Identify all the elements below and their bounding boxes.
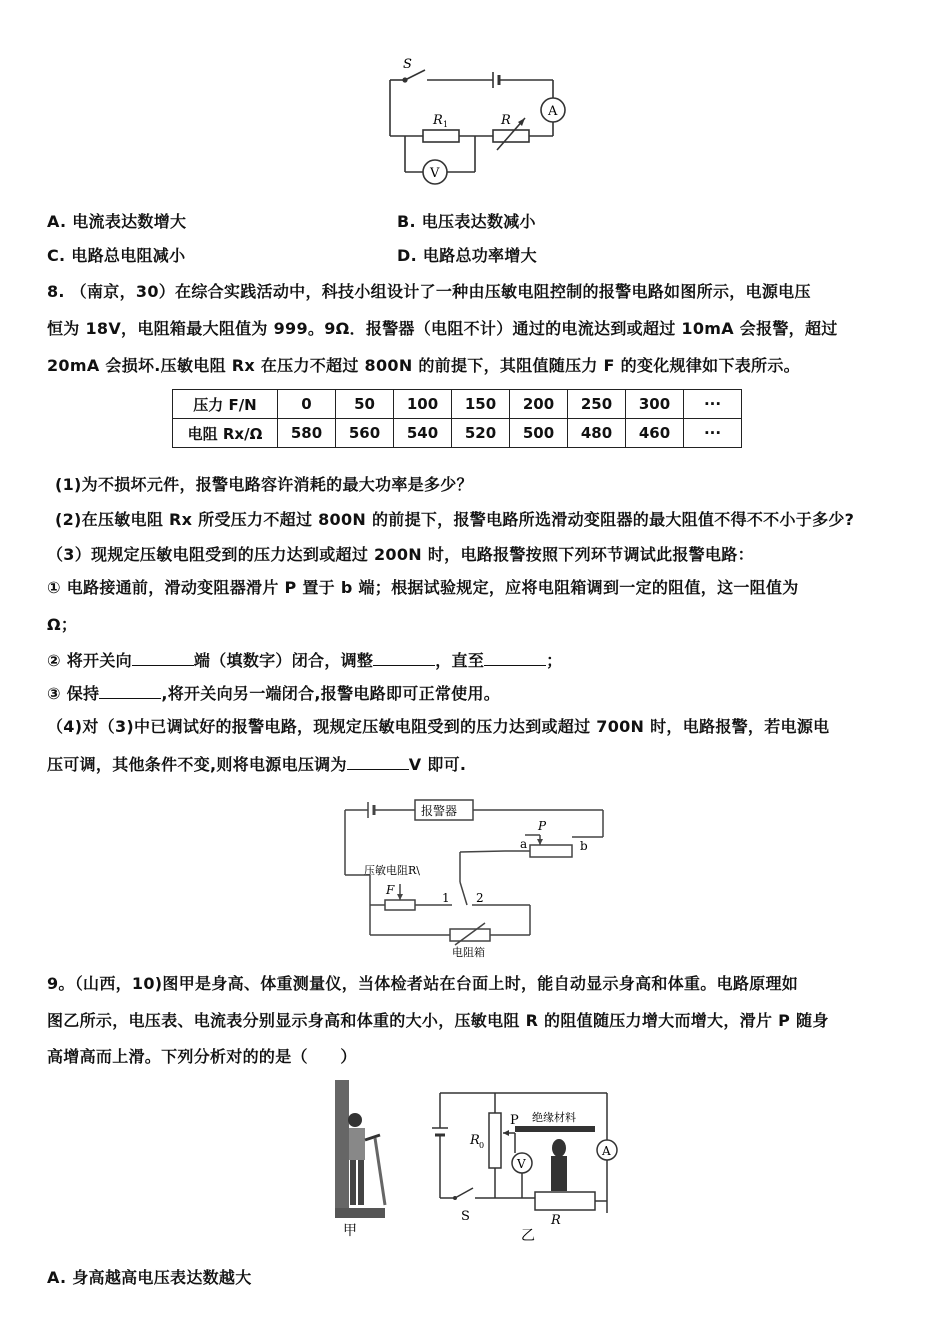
q9-stem-line-2: 图乙所示，电压表、电流表分别显示身高和体重的大小，压敏电阻 R 的阻值随压力增大而增大，滑片 P 随身 [47, 1011, 829, 1030]
q7-ammeter-label: A [548, 104, 558, 119]
q8-step-1: ① 电路接通前，滑动变阻器滑片 P 置于 b 端；根据试验规定，应将电阻箱调到一定的阻值，这一阻值为 [47, 578, 799, 597]
slider-p-label: P [510, 1113, 519, 1128]
answer-blank[interactable] [132, 649, 194, 666]
figure-yi-label: 乙 [521, 1228, 535, 1244]
answer-blank[interactable] [347, 753, 409, 770]
q8-sub-4: （4)对（3)中已调试好的报警电路，现规定压敏电阻受到的压力达到或超过 700N 时，电路报警，若电源电 [47, 717, 830, 736]
switch-s-label: S [461, 1209, 470, 1224]
voltmeter-label: V [517, 1157, 526, 1171]
table-header-resistance: 电阻 Rx/Ω [173, 419, 278, 448]
q9-meter-photo-figure [325, 1080, 405, 1245]
q7-r1-subscript: 1 [443, 120, 449, 129]
table-cell: 50 [336, 390, 394, 419]
table-cell: 250 [568, 390, 626, 419]
q7-option-b: B. 电压表达数减小 [397, 212, 536, 231]
table-cell: ··· [684, 419, 742, 448]
terminal-2-label: 2 [476, 891, 484, 905]
q7-circuit-figure [375, 52, 575, 192]
q7-switch-label: S [403, 57, 412, 72]
slider-p-label: P [538, 819, 547, 833]
insulation-label: 绝缘材料 [532, 1111, 576, 1124]
table-cell: 0 [278, 390, 336, 419]
q8-alarm-circuit-figure [330, 790, 620, 960]
q8-sub-3: （3）现规定压敏电阻受到的压力达到或超过 200N 时，电路报警按照下列环节调试此报警电路： [47, 545, 754, 564]
force-f-label: F [386, 883, 395, 897]
table-cell: 580 [278, 419, 336, 448]
table-cell: 560 [336, 419, 394, 448]
q7-voltmeter-label: V [430, 166, 440, 181]
answer-blank[interactable] [373, 649, 435, 666]
q9-stem-line-3: 高增高而上滑。下列分析对的的是（ ） [47, 1047, 357, 1066]
q8-step-3: ③ 保持 ,将开关向另一端闭合,报警电路即可正常使用。 [47, 684, 501, 703]
q8-sub-1: (1)为不损坏元件，报警电路容许消耗的最大功率是多少？ [55, 475, 473, 494]
table-cell: 100 [394, 390, 452, 419]
q7-r-label: R [501, 113, 511, 128]
table-cell: 500 [510, 419, 568, 448]
q7-option-c: C. 电路总电阻减小 [47, 246, 186, 265]
table-cell: ··· [684, 390, 742, 419]
q8-sub-4-end: 压可调，其他条件不变,则将电源电压调为 V 即可. [47, 755, 467, 774]
resistance-box-label: 电阻箱 [452, 946, 485, 959]
ammeter-label: A [602, 1144, 611, 1158]
q9-option-a: A. 身高越高电压表达数越大 [47, 1268, 252, 1287]
table-row-force [173, 390, 742, 419]
q7-option-d: D. 电路总功率增大 [397, 246, 537, 265]
pressure-r-label: R [551, 1213, 561, 1228]
answer-blank[interactable] [484, 649, 546, 666]
q8-stem-line-3: 20mA 会损坏.压敏电阻 Rx 在压力不超过 800N 的前提下，其阻值随压力 F 的变化规律如下表所示。 [47, 356, 800, 375]
force-resistance-table [172, 389, 742, 448]
table-cell: 520 [452, 419, 510, 448]
q9-stem-line-1: 9。（山西，10)图甲是身高、体重测量仪，当体检者站在台面上时，能自动显示身高和体重。电路原理如 [47, 974, 799, 993]
end-b-label: b [580, 839, 588, 853]
q8-step-1-unit: Ω； [47, 615, 78, 634]
table-cell: 540 [394, 419, 452, 448]
table-cell: 150 [452, 390, 510, 419]
sensor-label: 压敏电阻R\ [364, 864, 420, 877]
table-cell: 480 [568, 419, 626, 448]
table-row-resistance [173, 419, 742, 448]
figure-jia-label: 甲 [343, 1223, 357, 1239]
r0-subscript: 0 [479, 1141, 485, 1150]
q8-step-2: ② 将开关向 端（填数字）闭合，调整 ，直至 ； [47, 651, 563, 670]
terminal-1-label: 1 [442, 891, 450, 905]
r0-label: R [470, 1133, 480, 1148]
q7-option-a: A. 电流表达数增大 [47, 212, 187, 231]
alarm-label: 报警器 [421, 804, 458, 818]
q8-sub-2: (2)在压敏电阻 Rx 所受压力不超过 800N 的前提下，报警电路所选滑动变阻器的最大阻值不得不不小于多少? [55, 510, 855, 529]
table-cell: 460 [626, 419, 684, 448]
q8-stem-line-2: 恒为 18V，电阻箱最大阻值为 999。9Ω．报警器（电阻不计）通过的电流达到或超过 10mA 会报警，超过 [47, 319, 838, 338]
table-header-force: 压力 F/N [173, 390, 278, 419]
q9-circuit-figure [425, 1088, 625, 1246]
answer-blank[interactable] [99, 682, 161, 699]
end-a-label: a [520, 837, 528, 851]
table-cell: 300 [626, 390, 684, 419]
table-cell: 200 [510, 390, 568, 419]
q8-stem-line-1: 8. （南京，30）在综合实践活动中，科技小组设计了一种由压敏电阻控制的报警电路如图所示，电源电压 [47, 282, 811, 301]
q7-r1-label: R [433, 113, 443, 128]
